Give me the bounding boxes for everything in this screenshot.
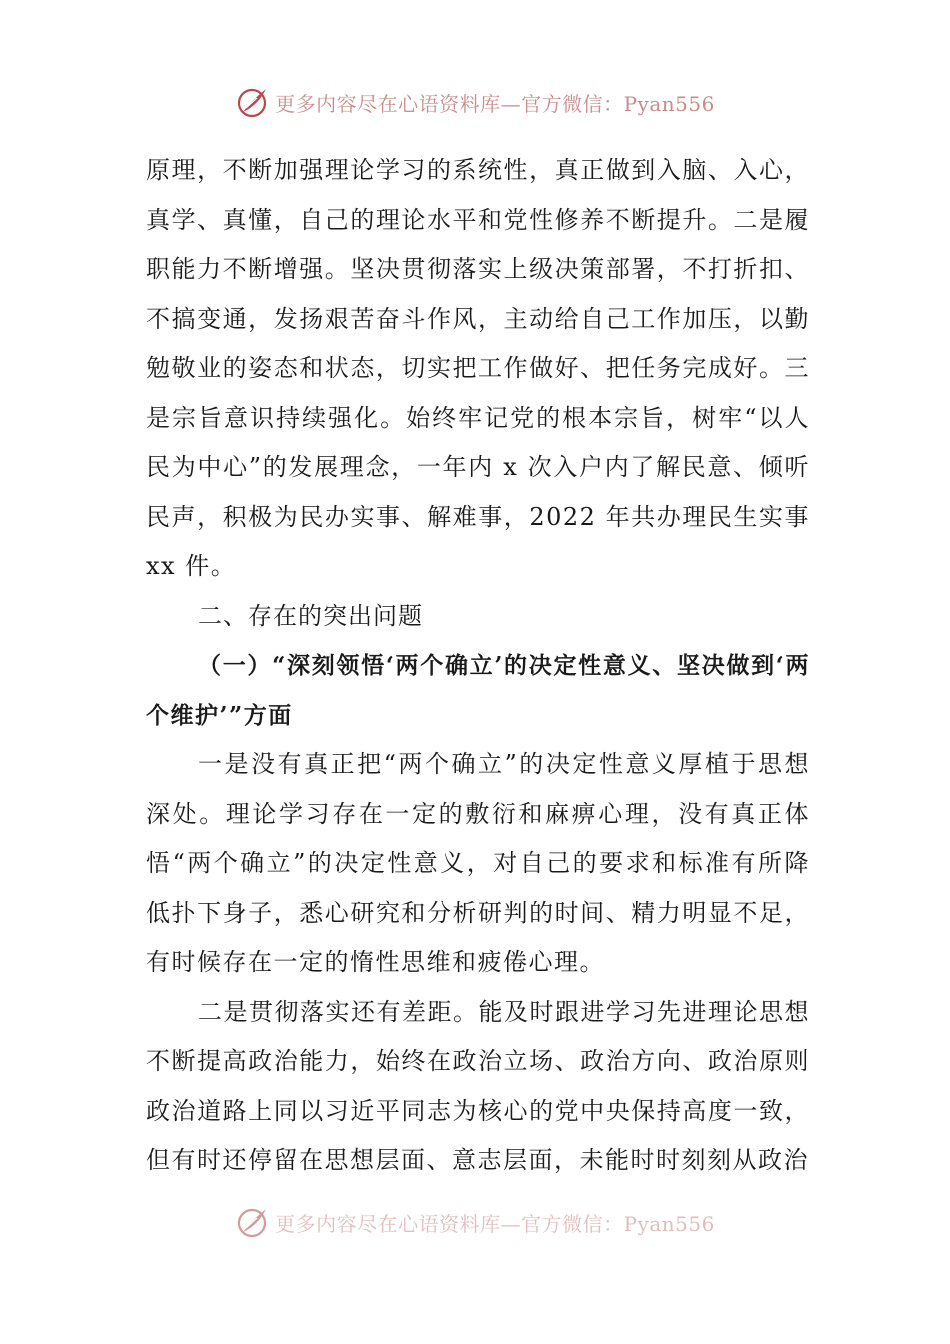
- paragraph-2: 一是没有真正把“两个确立”的决定性意义厚植于思想深处。理论学习存在一定的敷衍和麻痹心理，没有真正体悟“两个确立”的决定性意义，对自己的要求和标准有所降低扑下身子，悉心研究和分析研判的时间、精力明显不足，有时候存在一定的惰性思维和疲倦心理。: [146, 750, 810, 976]
- document-body: [146, 146, 810, 1186]
- quill-logo-icon: [235, 84, 271, 120]
- header-banner-text: 更多内容尽在心语资料库—官方微信：Pyan556: [275, 91, 715, 116]
- footer-banner-text: 更多内容尽在心语资料库—官方微信：Pyan556: [275, 1211, 715, 1236]
- footer-banner: [0, 1202, 950, 1242]
- paragraph-1: 原理，不断加强理论学习的系统性，真正做到入脑、入心，真学、真懂，自己的理论水平和党性修养不断提升。二是履职能力不断增强。坚决贯彻落实上级决策部署，不打折扣、不搞变通，发扬艰苦奋斗作风，主动给自己工作加压，以勤勉敬业的姿态和状态，切实把工作做好、把任务完成好。三是宗旨意识持续强化。始终牢记党的根本宗旨，树牢“以人民为中心”的发展理念，一年内 x 次入户内了解民意、倾听民声，积极为民办实事、解难事，2022 年共办理民生实事 xx 件。: [146, 156, 810, 580]
- paragraph-3: 二是贯彻落实还有差距。能及时跟进学习先进理论思想不断提高政治能力，始终在政治立场、政治方向、政治原则政治道路上同以习近平同志为核心的党中央保持高度一致，但有时还停留在思想层面、意志层面，未能时时刻刻从政治: [146, 997, 810, 1174]
- quill-logo-icon: [235, 1204, 271, 1240]
- subsection-heading: （一）“深刻领悟‘两个确立’的决定性意义、坚决做到‘两个维护’”方面: [146, 652, 810, 729]
- header-banner: [0, 82, 950, 122]
- section-heading: 二、存在的突出问题: [198, 601, 423, 630]
